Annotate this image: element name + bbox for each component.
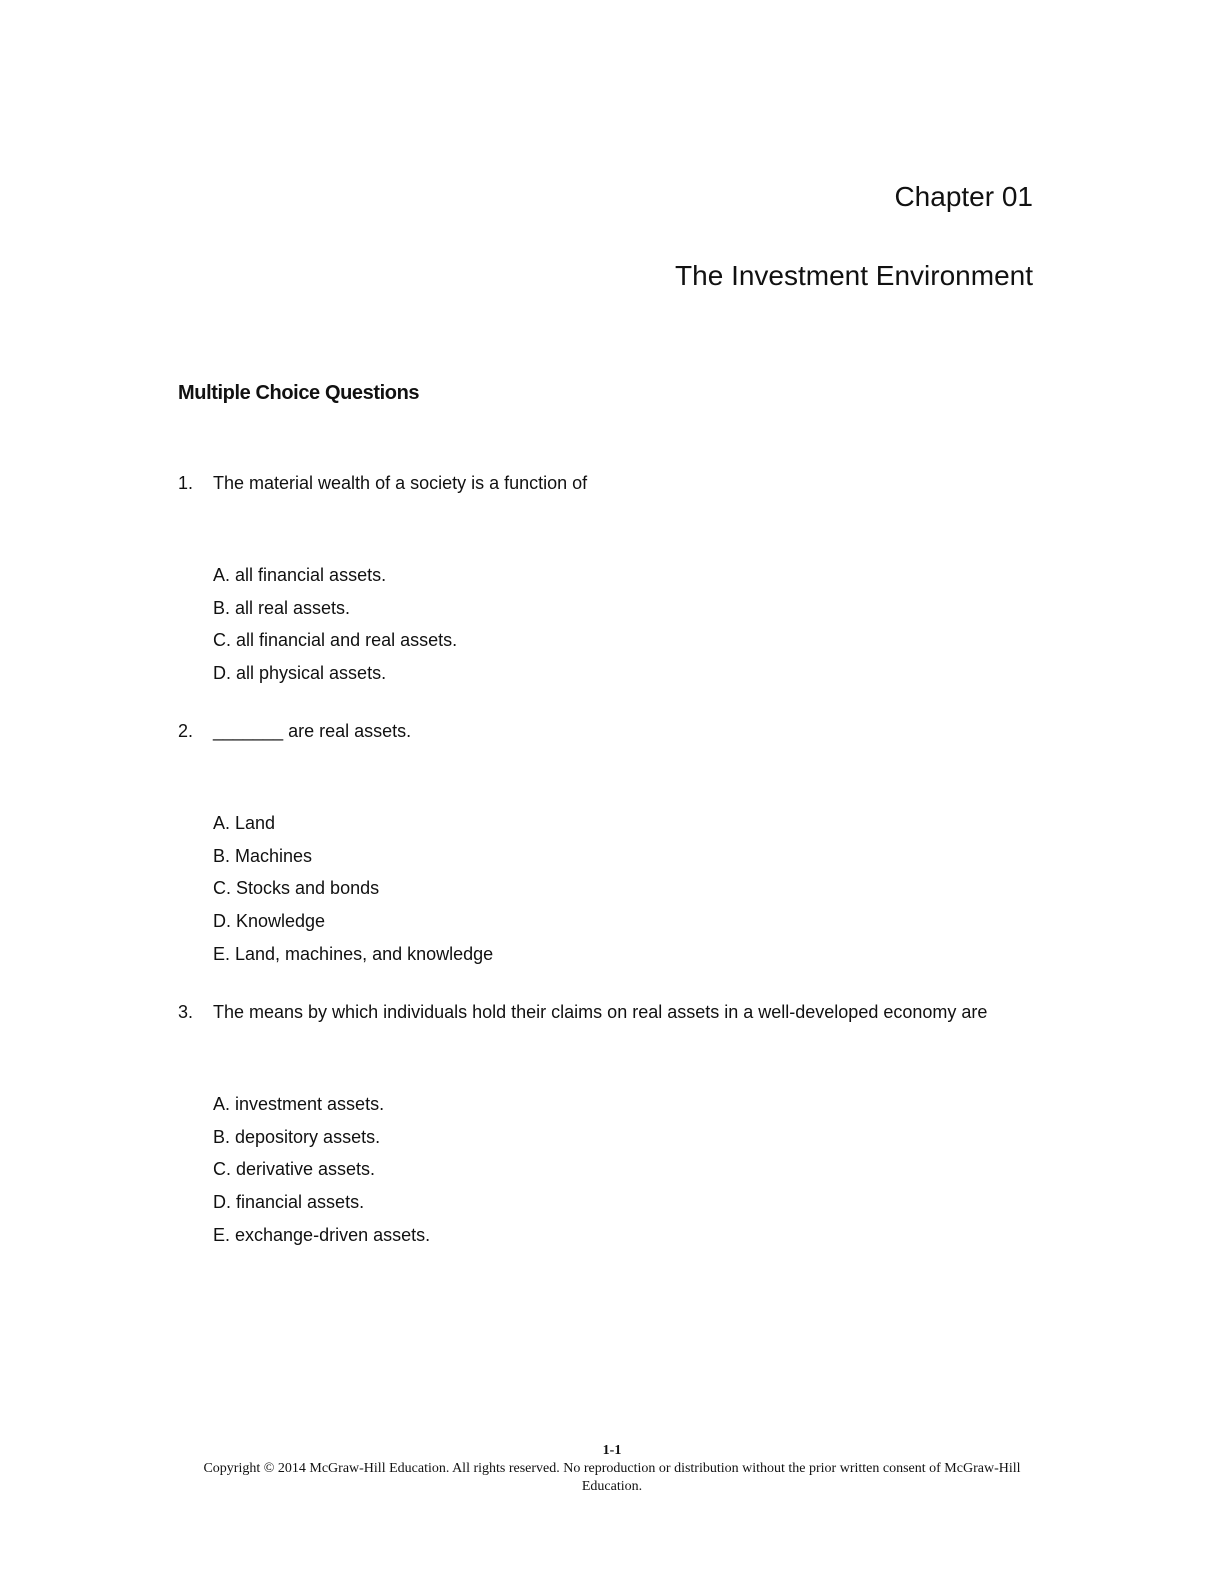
chapter-number: Chapter 01 [894,181,1033,212]
answer-option-c: C. Stocks and bonds [213,878,380,899]
answer-option-d: D. all physical assets. [213,663,387,684]
page-number: 1-1 [602,1443,622,1458]
answer-option-c: C. derivative assets. [213,1159,376,1180]
answer-option-a: A. Land [213,813,276,833]
question-3 [178,997,1038,1251]
answer-option-a: A. all financial assets. [213,565,387,585]
question-1 [178,468,1038,690]
answer-option-e: E. exchange-driven assets. [213,1224,431,1245]
question-stem [178,468,1038,499]
answer-options [178,807,1038,970]
section-heading: Multiple Choice Questions [178,382,420,404]
copyright-notice: Copyright © 2014 McGraw-Hill Education. All rights reserved. No reproduction or distribution without the prior written consent of McGraw-Hill Education. [203,1461,1021,1494]
chapter-title: The Investment Environment [675,260,1033,291]
question-text: The material wealth of a society is a function of [213,473,588,493]
answer-option-b: B. Machines [213,845,313,866]
question-text: The means by which individuals hold their claims on real assets in a well-developed economy are [213,1002,988,1022]
question-stem [178,997,1038,1028]
question-number: 3. [178,1002,194,1022]
answer-option-b: B. all real assets. [213,597,351,618]
answer-options [178,559,1038,690]
question-text: _______ are real assets. [213,721,412,741]
question-2 [178,716,1038,970]
page-footer [0,1442,1224,1496]
answer-option-d: D. financial assets. [213,1192,365,1213]
answer-option-b: B. depository assets. [213,1126,381,1147]
question-number: 1. [178,473,194,493]
answer-option-a: A. investment assets. [213,1094,385,1114]
answer-option-d: D. Knowledge [213,911,326,932]
answer-option-c: C. all financial and real assets. [213,630,458,651]
question-number: 2. [178,721,194,741]
answer-option-e: E. Land, machines, and knowledge [213,943,494,964]
answer-options [178,1088,1038,1251]
question-stem [178,716,1038,747]
